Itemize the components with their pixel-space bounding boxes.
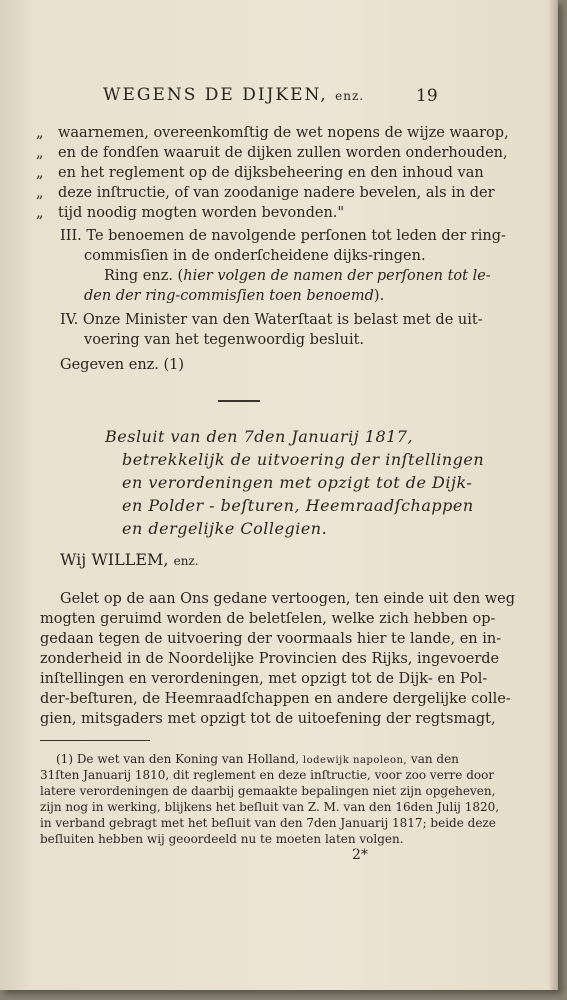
footnote-line: 31ſten Januarij 1810, dit reglement en deze inſtructie, voor zoo verre door <box>40 768 495 782</box>
section-divider <box>218 400 260 402</box>
running-title: WEGENS DE DIJKEN, enz. <box>103 85 365 105</box>
page-number: 19 <box>416 86 438 106</box>
body-line: gedaan tegen de uitvoering der voormaals hier te lande, en in- <box>40 631 502 647</box>
decree-title-line: en verordeningen met opzigt tot de Dijk- <box>122 473 473 492</box>
body-line: gien, mitsgaders met opzigt tot de uitoefening der regtsmagt, <box>40 711 496 727</box>
quote-line: „ waarnemen, overeenkomſtig de wet nopens de wijze waarop, <box>36 125 509 141</box>
article-iv-line: IV. Onze Minister van den Waterſtaat is belast met de uit- <box>60 312 483 328</box>
quote-line: „ en de fondſen waaruit de dijken zullen worden onderhouden, <box>36 145 508 161</box>
footnote-line: in verband gebragt met het beſluit van den 7den Januarij 1817; beide deze <box>40 816 496 830</box>
body-line: der-beſturen, de Heemraadſchappen en andere dergelijke colle- <box>40 691 511 707</box>
article-iii-line: commisſien in de onderſcheidene dijks-ringen. <box>84 248 426 264</box>
quote-line: „ tijd noodig mogten worden bevonden." <box>36 205 345 221</box>
body-line: Gelet op de aan Ons gedane vertoogen, ten einde uit den weg <box>60 591 516 607</box>
body-line: mogten geruimd worden de beletſelen, welke zich hebben op- <box>40 611 496 627</box>
quote-line: „ en het reglement op de dijksbeheering en den inhoud van <box>36 165 484 181</box>
signature-mark: 2* <box>352 847 368 863</box>
article-iv-line: voering van het tegenwoordig besluit. <box>84 332 365 348</box>
article-number: III. <box>60 228 82 244</box>
quote-line: „ deze inſtructie, of van zoodanige nadere bevelen, als in der <box>36 185 495 201</box>
willem-heading: Wij WILLEM, enz. <box>60 550 199 569</box>
footnote-line: zijn nog in werking, blijkens het beſluit van Z. M. van den 16den Julij 1820, <box>40 800 500 814</box>
ring-line: den der ring-commisſien toen benoemd). <box>84 288 385 304</box>
running-title-tail: enz. <box>335 89 365 103</box>
ring-line: Ring enz. (hier volgen de namen der perſonen tot le- <box>104 268 491 284</box>
body-line: zonderheid in de Noordelijke Provincien des Rijks, ingevoerde <box>40 651 500 667</box>
footnote-rule <box>40 740 150 741</box>
decree-title-line: Besluit van den 7den Januarij 1817, <box>105 427 414 446</box>
body-line: inſtellingen en verordeningen, met opzigt tot de Dijk- en Pol- <box>40 671 488 687</box>
article-number: IV. <box>60 312 79 328</box>
given-line: Gegeven enz. (1) <box>60 357 185 373</box>
decree-title-line: betrekkelijk de uitvoering der inſtellingen <box>122 450 485 469</box>
footnote-line: (1) De wet van den Koning van Holland, lodewijk napoleon, van den <box>56 752 459 766</box>
footnote-line: beſluiten hebben wij geoordeeld nu te moeten laten volgen. <box>40 832 404 846</box>
footnote-line: latere verordeningen de daarbij gemaakte bepalingen niet zijn opgeheven, <box>40 784 496 798</box>
decree-title-line: en Polder - beſturen, Heemraadſchappen <box>122 496 474 515</box>
article-iii-line: III. Te benoemen de navolgende perſonen tot leden der ring- <box>60 228 506 244</box>
decree-title-line: en dergelijke Collegien. <box>122 519 328 538</box>
